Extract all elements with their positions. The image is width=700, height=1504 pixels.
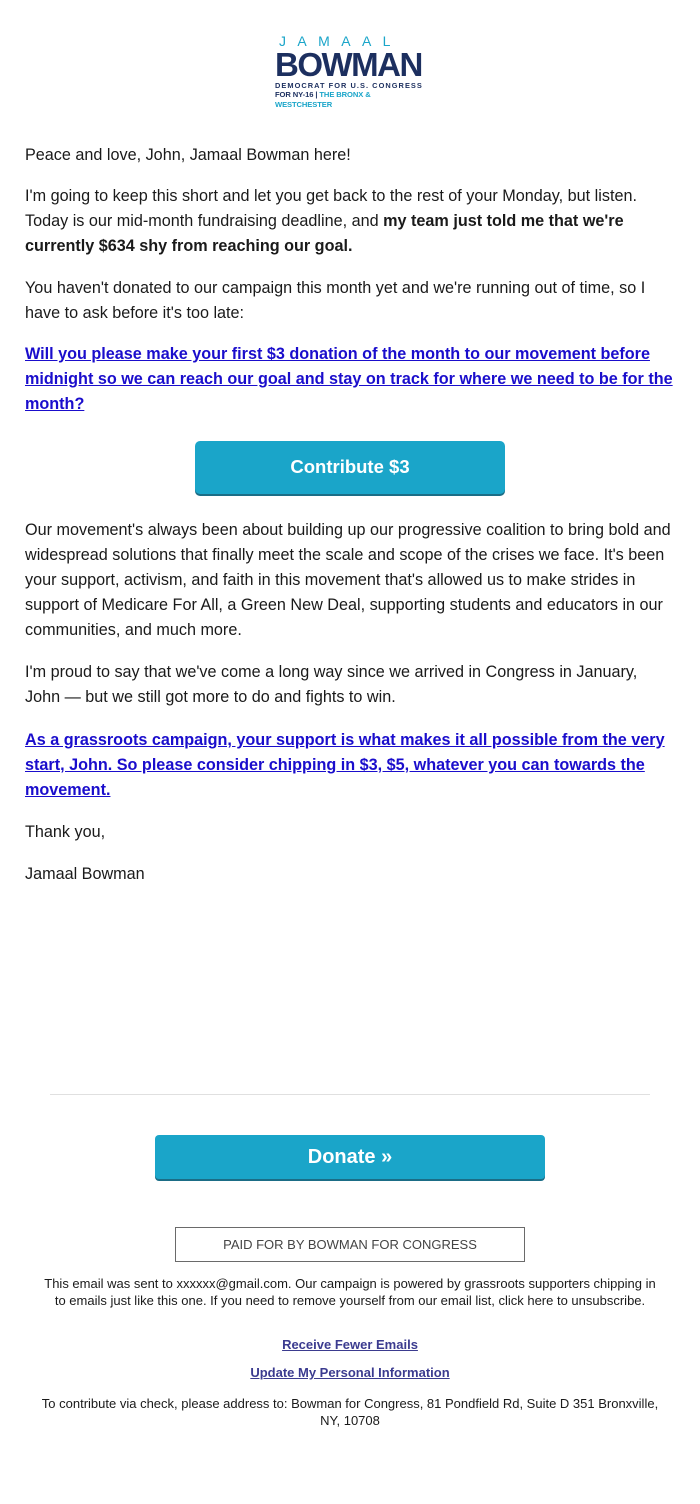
email-notice: This email was sent to xxxxxx@gmail.com. Our campaign is powered by grassroots supporters chipping in to emails just like this one. If you need to remove yourself from our email list, click here to unsubscribe. <box>44 1276 656 1308</box>
paragraph-deadline <box>25 184 675 259</box>
update-personal-info-link[interactable]: Update My Personal Information <box>250 1365 450 1380</box>
paragraph-deadline-bold: my team just told me that we're currently $634 shy from reaching our goal. <box>25 212 624 255</box>
grassroots-donate-link[interactable]: As a grassroots campaign, your support is what makes it all possible from the very start, John. So please consider chipping in $3, $5, whatever you can towards the movement. <box>25 731 665 799</box>
greeting: Peace and love, John, Jamaal Bowman here! <box>25 146 351 164</box>
signature: Jamaal Bowman <box>25 865 145 883</box>
logo-subtitle: DEMOCRAT FOR U.S. CONGRESS <box>275 81 423 90</box>
update-info-row <box>40 1365 660 1382</box>
paragraph-not-donated: You haven't donated to our campaign this month yet and we're running out of time, so I have to ask before it's too late: <box>25 279 646 322</box>
paid-for-disclaimer: PAID FOR BY BOWMAN FOR CONGRESS <box>175 1227 525 1262</box>
campaign-logo <box>0 34 700 112</box>
fewer-emails-row <box>40 1337 660 1354</box>
logo-district-line <box>275 90 425 110</box>
logo-region: THE BRONX & WESTCHESTER <box>275 90 371 109</box>
donate-button[interactable]: Donate » <box>155 1135 545 1179</box>
grassroots-link-paragraph <box>25 728 675 803</box>
paragraph-movement: Our movement's always been about building up our progressive coalition to bring bold and widespread solutions that finally meet the scale and scope of the crises we face. It's been your support, activism, and faith in this movement that's allowed us to make strides in support of Medicare For All, a Green New Deal, supporting students and educators in our communities, and much more. <box>25 521 671 639</box>
signoff: Thank you, <box>25 823 106 841</box>
paragraph-deadline-text: I'm going to keep this short and let you get back to the rest of your Monday, but listen. Today is our mid-month fundraising deadline, and <box>25 187 637 230</box>
donate-3-link[interactable]: Will you please make your first $3 donation of the month to our movement before midnight so we can reach our goal and stay on track for where we need to be for the month? <box>25 345 673 413</box>
logo-wordmark <box>275 34 425 110</box>
contribute-3-button[interactable]: Contribute $3 <box>195 441 505 494</box>
receive-fewer-emails-link[interactable]: Receive Fewer Emails <box>282 1337 418 1352</box>
logo-first-name: JAMAAL <box>279 33 402 49</box>
logo-separator: | <box>315 90 318 99</box>
divider <box>50 1094 650 1095</box>
logo-district: FOR NY-16 <box>275 90 314 99</box>
logo-last-name: BOWMAN <box>275 46 422 83</box>
check-address: To contribute via check, please address to: Bowman for Congress, 81 Pondfield Rd, Suite D 351 Bronxville, NY, 10708 <box>41 1396 659 1428</box>
paragraph-congress: I'm proud to say that we've come a long way since we arrived in Congress in January, John — but we still got more to do and fights to win. <box>25 663 638 706</box>
donation-link-paragraph <box>25 342 675 417</box>
